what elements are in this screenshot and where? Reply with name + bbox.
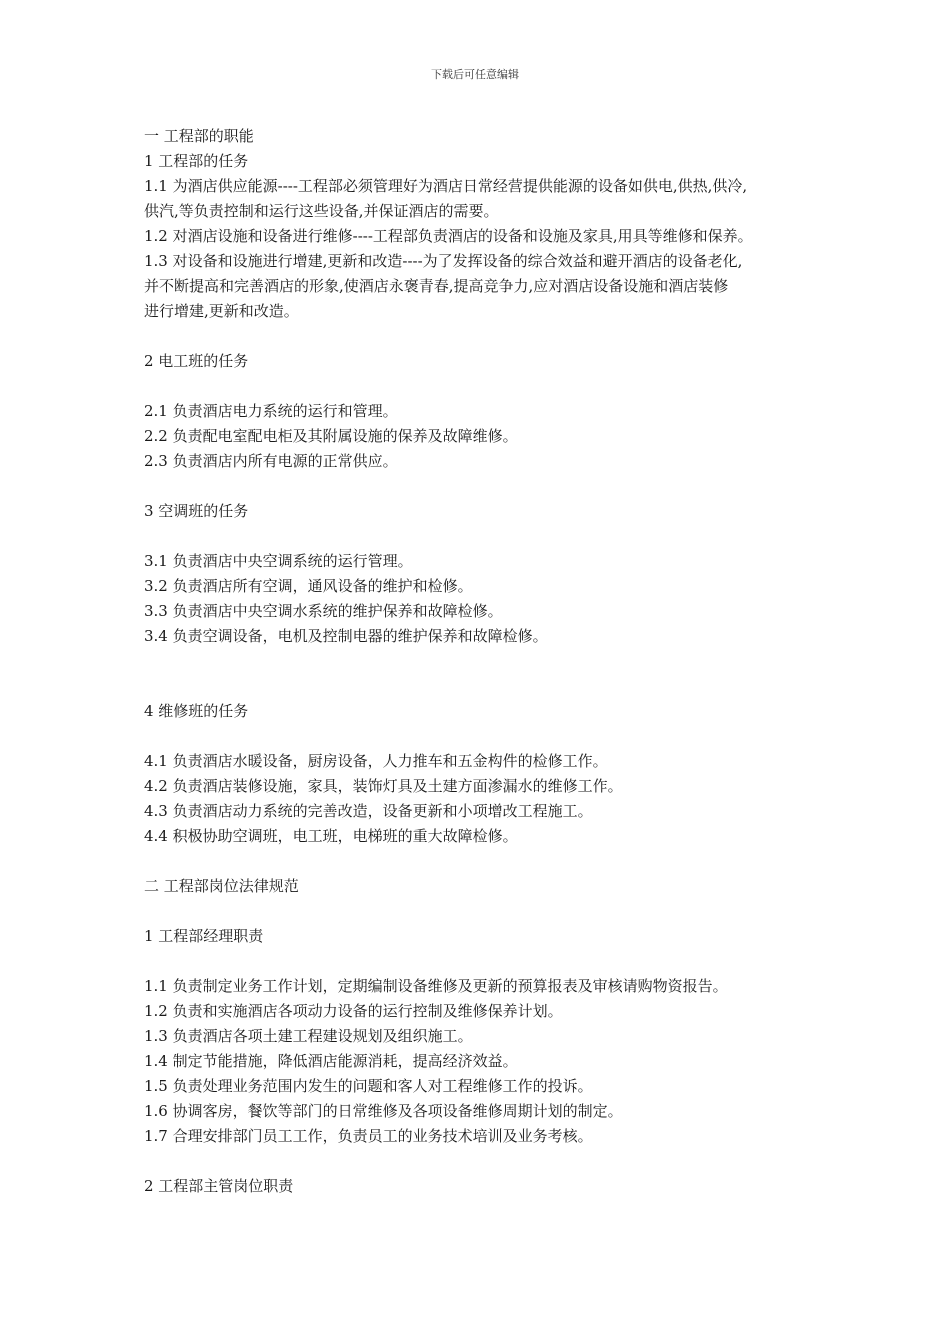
subsection-2-1-title: 1 工程部经理职责: [144, 927, 264, 945]
paragraph-1-3-line-2: 并不断提高和完善酒店的形象,使酒店永褒青春,提高竞争力,应对酒店设备设施和酒店装修: [144, 277, 729, 295]
paragraph-1-3-line-1: 1.3 对设备和设施进行增建,更新和改造----为了发挥设备的综合效益和避开酒店的设备老化,: [144, 252, 743, 270]
list-item: 2.1 负责酒店电力系统的运行和管理。: [144, 402, 398, 420]
list-item: 3.1 负责酒店中央空调系统的运行管理。: [144, 552, 413, 570]
list-item: 4.2 负责酒店装修设施，家具，装饰灯具及土建方面渗漏水的维修工作。: [144, 777, 623, 795]
spacer: [144, 1149, 824, 1174]
list-item: 4.3 负责酒店动力系统的完善改造，设备更新和小项增改工程施工。: [144, 802, 593, 820]
list-item: 1.7 合理安排部门员工工作，负责员工的业务技术培训及业务考核。: [144, 1127, 593, 1145]
section-2-title: 二 工程部岗位法律规范: [144, 877, 299, 895]
spacer: [144, 724, 824, 749]
spacer: [144, 374, 824, 399]
list-item: 1.5 负责处理业务范围内发生的问题和客人对工程维修工作的投诉。: [144, 1077, 593, 1095]
spacer: [144, 949, 824, 974]
spacer: [144, 649, 824, 699]
paragraph-1-2: 1.2 对酒店设施和设备进行维修----工程部负责酒店的设备和设施及家具,用具等维修和保养。: [144, 227, 753, 245]
list-item: 1.6 协调客房，餐饮等部门的日常维修及各项设备维修周期计划的制定。: [144, 1102, 623, 1120]
page-header-note: 下载后可任意编辑: [431, 68, 519, 81]
list-item: 3.2 负责酒店所有空调，通风设备的维护和检修。: [144, 577, 473, 595]
list-item: 1.1 负责制定业务工作计划，定期编制设备维修及更新的预算报表及审核请购物资报告。: [144, 977, 728, 995]
subsection-1-3-title: 3 空调班的任务: [144, 502, 249, 520]
list-item: 2.3 负责酒店内所有电源的正常供应。: [144, 452, 398, 470]
list-item: 3.4 负责空调设备，电机及控制电器的维护保养和故障检修。: [144, 627, 548, 645]
subsection-1-4-title: 4 维修班的任务: [144, 702, 249, 720]
spacer: [144, 899, 824, 924]
list-item: 1.4 制定节能措施，降低酒店能源消耗，提高经济效益。: [144, 1052, 518, 1070]
subsection-2-2-title: 2 工程部主管岗位职责: [144, 1177, 294, 1195]
spacer: [144, 849, 824, 874]
paragraph-1-1-line-2: 供汽,等负责控制和运行这些设备,并保证酒店的需要。: [144, 202, 499, 220]
paragraph-1-3-line-3: 进行增建,更新和改造。: [144, 302, 299, 320]
spacer: [144, 324, 824, 349]
list-item: 2.2 负责配电室配电柜及其附属设施的保养及故障维修。: [144, 427, 518, 445]
document-body: [144, 124, 824, 1199]
list-item: 4.1 负责酒店水暖设备，厨房设备，人力推车和五金构件的检修工作。: [144, 752, 608, 770]
subsection-1-2-title: 2 电工班的任务: [144, 352, 249, 370]
subsection-1-1-title: 1 工程部的任务: [144, 152, 249, 170]
section-1-title: 一 工程部的职能: [144, 127, 254, 145]
list-item: 1.3 负责酒店各项土建工程建设规划及组织施工。: [144, 1027, 473, 1045]
paragraph-1-1-line-1: 1.1 为酒店供应能源----工程部必须管理好为酒店日常经营提供能源的设备如供电,供热,供冷,: [144, 177, 748, 195]
list-item: 4.4 积极协助空调班，电工班，电梯班的重大故障检修。: [144, 827, 518, 845]
list-item: 1.2 负责和实施酒店各项动力设备的运行控制及维修保养计划。: [144, 1002, 563, 1020]
spacer: [144, 474, 824, 499]
list-item: 3.3 负责酒店中央空调水系统的维护保养和故障检修。: [144, 602, 503, 620]
spacer: [144, 524, 824, 549]
